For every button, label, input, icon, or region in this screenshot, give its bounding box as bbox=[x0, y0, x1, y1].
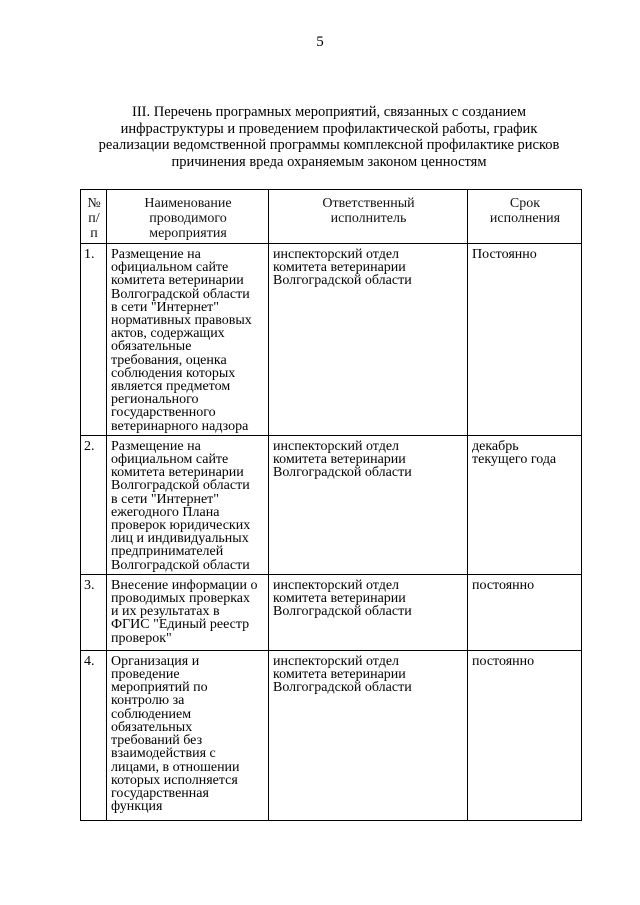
row-deadline: Постоянно bbox=[468, 244, 582, 436]
page-number: 5 bbox=[316, 34, 324, 50]
table-row bbox=[81, 650, 582, 820]
header-name: Наименование проводимого мероприятия bbox=[107, 190, 269, 244]
row-responsible: инспекторский отдел комитета ветеринарии Волгоградской области bbox=[269, 574, 468, 650]
header-deadline: Срок исполнения bbox=[468, 190, 582, 244]
table-header-row bbox=[81, 190, 582, 244]
row-responsible: инспекторский отдел комитета ветеринарии Волгоградской области bbox=[269, 650, 468, 820]
section-heading: III. Перечень програмных мероприятий, связанных с созданием инфраструктуры и проведением профилактической работы, график реализации ведомственной программы комплексной профилактике рисков причинения вреда охраняемым законом ценностям bbox=[98, 104, 560, 170]
row-deadline: постоянно bbox=[468, 574, 582, 650]
row-deadline: постоянно bbox=[468, 650, 582, 820]
row-name: Внесение информации о проводимых проверках и их результатах в ФГИС "Единый реестр проверок" bbox=[107, 574, 269, 650]
table-row bbox=[81, 244, 582, 436]
row-name: Размещение на официальном сайте комитета ветеринарии Волгоградской области в сети "Интернет" нормативных правовых актов, содержащих обязательные требования, оценка соблюдения которых является предметом регионального государственного ветеринарного надзора bbox=[107, 244, 269, 436]
row-num: 3. bbox=[81, 574, 107, 650]
row-num: 4. bbox=[81, 650, 107, 820]
table-row bbox=[81, 435, 582, 574]
row-num: 1. bbox=[81, 244, 107, 436]
row-name: Размещение на официальном сайте комитета ветеринарии Волгоградской области в сети "Интернет" ежегодного Плана проверок юридических лиц и индивидуальных предпринимателей Волгоградской области bbox=[107, 435, 269, 574]
row-name: Организация и проведение мероприятий по контролю за соблюдением обязательных требований без взаимодействия с лицами, в отношении которых исполняется государственная функция bbox=[107, 650, 269, 820]
table-row bbox=[81, 574, 582, 650]
activities-table bbox=[80, 189, 582, 821]
row-responsible: инспекторский отдел комитета ветеринарии Волгоградской области bbox=[269, 244, 468, 436]
header-num: № п/п bbox=[81, 190, 107, 244]
row-num: 2. bbox=[81, 435, 107, 574]
row-deadline: декабрь текущего года bbox=[468, 435, 582, 574]
header-responsible: Ответственный исполнитель bbox=[269, 190, 468, 244]
row-responsible: инспекторский отдел комитета ветеринарии Волгоградской области bbox=[269, 435, 468, 574]
